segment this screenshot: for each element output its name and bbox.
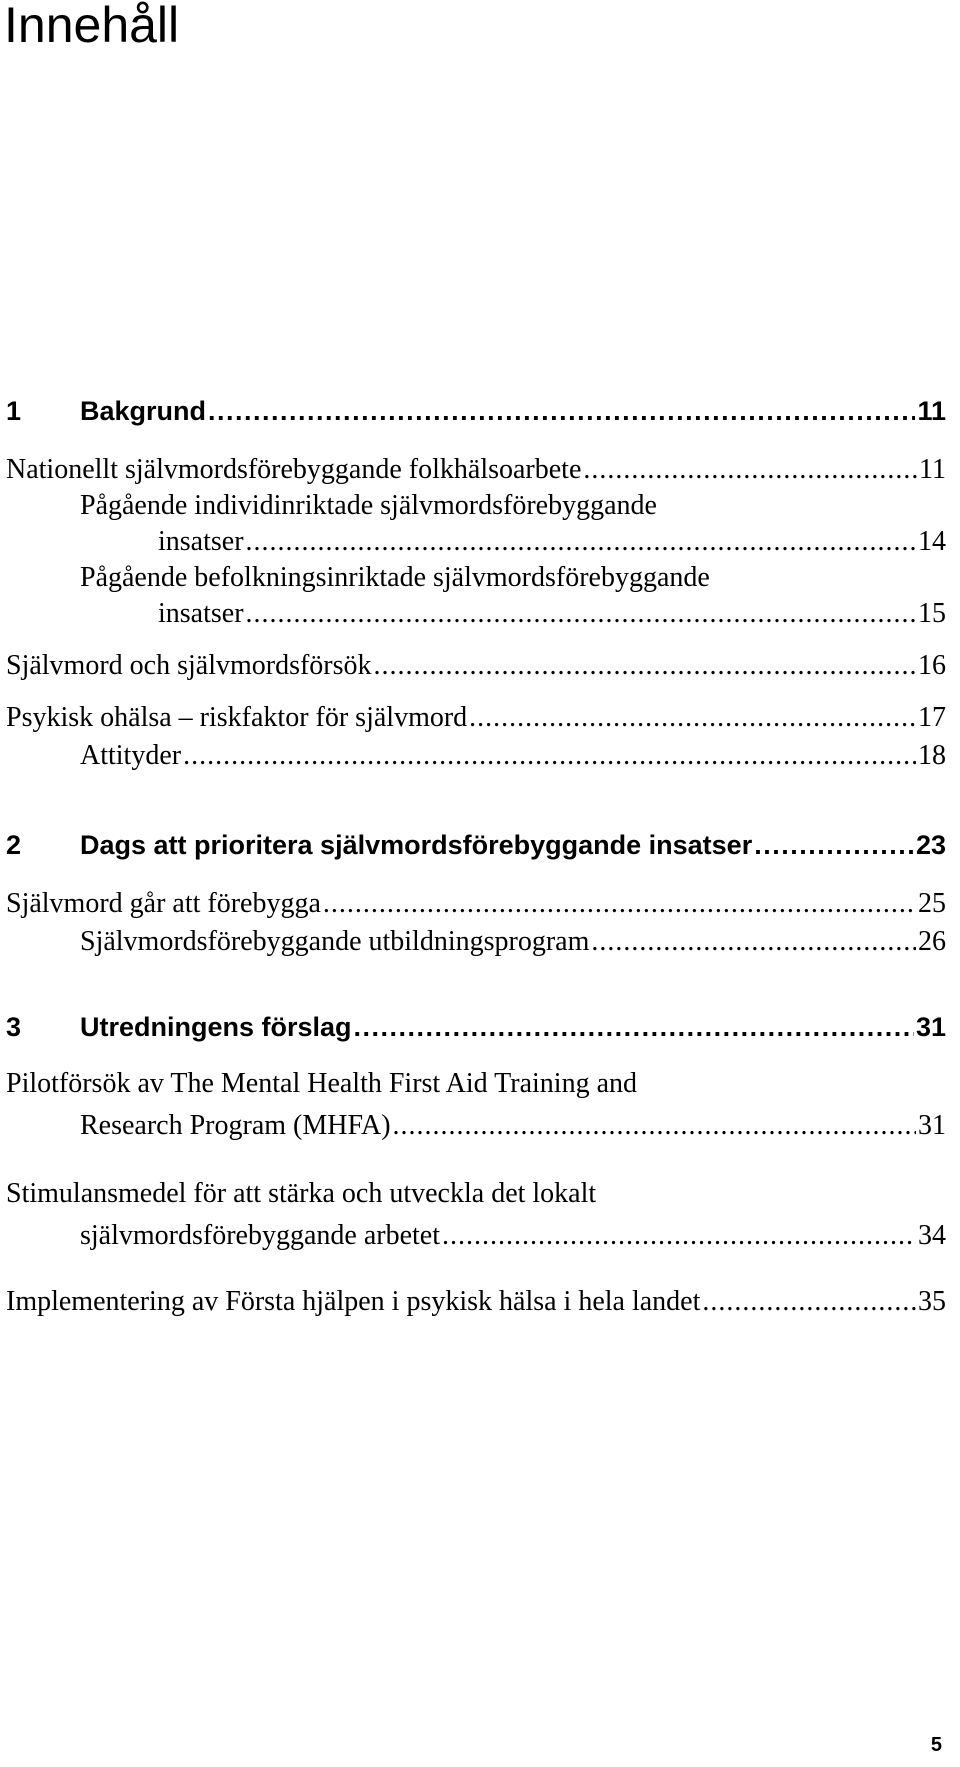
toc-entry-line[interactable]: Pågående befolkningsinriktade självmordsförebyggande: [80, 562, 710, 593]
page-ref: 17: [918, 702, 946, 733]
page-ref: 25: [918, 888, 946, 919]
entry-title: Självmord går att förebygga: [6, 888, 321, 919]
chapter-number: 3: [6, 1012, 22, 1042]
page-title: Innehåll: [4, 0, 180, 53]
entry-title: insatser: [158, 526, 244, 557]
dot-leader: [469, 702, 916, 734]
dot-leader: [374, 650, 916, 682]
toc-entry[interactable]: [6, 702, 946, 734]
page-ref: 31: [918, 1110, 946, 1141]
entry-title: Nationellt självmordsförebyggande folkhälsoarbete: [6, 454, 582, 485]
toc-entry-line[interactable]: Stimulansmedel för att stärka och utveckla det lokalt: [6, 1178, 597, 1209]
page-ref: 31: [915, 1012, 946, 1042]
entry-title: Psykisk ohälsa – riskfaktor för självmord: [6, 702, 468, 733]
dot-leader: [583, 454, 917, 486]
toc-entry[interactable]: [80, 1220, 946, 1252]
toc-entry[interactable]: [6, 888, 946, 920]
chapter-number: 2: [6, 830, 22, 860]
dot-leader: [442, 1220, 916, 1252]
dot-leader: [754, 830, 914, 861]
toc-entry[interactable]: [80, 926, 946, 958]
toc-chapter-3[interactable]: [6, 1012, 946, 1043]
toc-entry[interactable]: [6, 1286, 946, 1318]
toc-entry[interactable]: [158, 598, 946, 630]
dot-leader: [246, 526, 916, 558]
chapter-title: Dags att prioritera självmordsförebyggande insatser: [80, 830, 753, 860]
toc-entry[interactable]: [6, 454, 946, 486]
chapter-title: Bakgrund: [80, 396, 207, 426]
dot-leader: [208, 396, 915, 427]
page-ref: 18: [918, 740, 946, 771]
toc-entry[interactable]: [80, 1110, 946, 1142]
entry-title: självmordsförebyggande arbetet: [80, 1220, 440, 1251]
toc-entry[interactable]: [6, 650, 946, 682]
page-ref: 34: [918, 1220, 946, 1251]
entry-title: Implementering av Första hjälpen i psykisk hälsa i hela landet: [6, 1286, 701, 1317]
toc-entry-line[interactable]: Pågående individinriktade självmordsförebyggande: [80, 490, 657, 521]
page-ref: 14: [918, 526, 946, 557]
entry-title: Attityder: [80, 740, 182, 771]
entry-title: Självmordsförebyggande utbildningsprogram: [80, 926, 590, 957]
entry-title: Research Program (MHFA): [80, 1110, 391, 1141]
dot-leader: [246, 598, 916, 630]
toc-chapter-2[interactable]: [6, 830, 946, 861]
page-ref: 23: [915, 830, 946, 860]
page-ref: 15: [918, 598, 946, 629]
chapter-title: Utredningens förslag: [80, 1012, 352, 1042]
chapter-number: 1: [6, 396, 22, 426]
entry-title: Självmord och självmordsförsök: [6, 650, 372, 681]
page-ref: 11: [919, 454, 946, 485]
entry-title: insatser: [158, 598, 244, 629]
dot-leader: [183, 740, 916, 772]
toc-entry-line[interactable]: Pilotförsök av The Mental Health First Aid Training and: [6, 1068, 638, 1099]
page-number: 5: [930, 1734, 942, 1756]
page-ref: 11: [917, 396, 946, 426]
dot-leader: [702, 1286, 916, 1318]
page-ref: 26: [918, 926, 946, 957]
dot-leader: [393, 1110, 916, 1142]
dot-leader: [323, 888, 916, 920]
dot-leader: [591, 926, 916, 958]
page-ref: 35: [918, 1286, 946, 1317]
page-ref: 16: [918, 650, 946, 681]
toc-entry[interactable]: [158, 526, 946, 558]
toc-chapter-1[interactable]: [6, 396, 946, 427]
dot-leader: [354, 1012, 914, 1043]
toc-entry[interactable]: [80, 740, 946, 772]
